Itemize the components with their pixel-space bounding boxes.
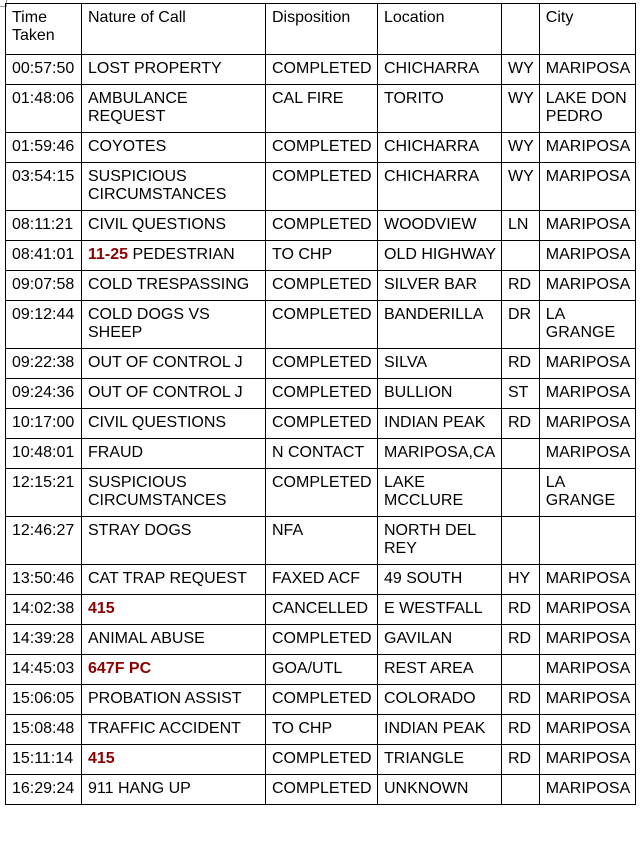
cell-location: REST AREA [378,655,502,685]
cell-location: SILVA [378,349,502,379]
cell-time: 08:11:21 [6,211,82,241]
cell-city: MARIPOSA [539,211,635,241]
cell-disposition: TO CHP [266,715,378,745]
cell-disposition: CANCELLED [266,595,378,625]
cell-city: MARIPOSA [539,745,635,775]
call-nature: PROBATION ASSIST [88,690,242,707]
cell-location: 49 SOUTH [378,565,502,595]
cell-city: MARIPOSA [539,271,635,301]
call-nature: CIVIL QUESTIONS [88,414,227,431]
table-row [6,625,636,655]
header-row [6,4,636,55]
cell-time: 15:11:14 [6,745,82,775]
cell-suffix: WY [502,85,540,133]
cell-time: 09:12:44 [6,301,82,349]
cell-city: MARIPOSA [539,625,635,655]
cell-suffix: LN [502,211,540,241]
cell-nature [82,565,266,595]
call-nature: LOST PROPERTY [88,60,222,77]
cell-time: 14:02:38 [6,595,82,625]
cell-nature [82,133,266,163]
cell-disposition: GOA/UTL [266,655,378,685]
cell-location: UNKNOWN [378,775,502,805]
cell-nature [82,349,266,379]
call-nature: CAT TRAP REQUEST [88,570,247,587]
cell-time: 14:45:03 [6,655,82,685]
cell-city: MARIPOSA [539,655,635,685]
cell-suffix: RD [502,409,540,439]
cell-location: BULLION [378,379,502,409]
cell-city: MARIPOSA [539,349,635,379]
cell-location: CHICHARRA [378,163,502,211]
cell-location: MARIPOSA,CA [378,439,502,469]
cell-nature [82,211,266,241]
cell-disposition: COMPLETED [266,349,378,379]
cell-city: MARIPOSA [539,163,635,211]
table-row [6,685,636,715]
cell-suffix: RD [502,685,540,715]
cell-disposition: COMPLETED [266,55,378,85]
cell-nature [82,517,266,565]
cell-suffix [502,517,540,565]
header-time: Time Taken [6,4,82,55]
cell-suffix: WY [502,55,540,85]
table-row [6,655,636,685]
call-nature: ANIMAL ABUSE [88,630,205,647]
cell-location: LAKE MCCLURE [378,469,502,517]
cell-time: 09:07:58 [6,271,82,301]
call-code: 11-25 [88,246,129,263]
cell-suffix: HY [502,565,540,595]
cell-city: MARIPOSA [539,379,635,409]
cell-location: NORTH DEL REY [378,517,502,565]
table-row [6,715,636,745]
cell-nature [82,469,266,517]
cell-suffix [502,469,540,517]
cell-suffix: RD [502,595,540,625]
cell-nature [82,655,266,685]
cell-suffix [502,439,540,469]
cell-disposition: COMPLETED [266,625,378,655]
cell-time: 08:41:01 [6,241,82,271]
cell-suffix: RD [502,625,540,655]
cell-time: 09:24:36 [6,379,82,409]
call-code: 647F PC [88,660,152,677]
table-row [6,85,636,133]
table-row [6,565,636,595]
call-log-table [5,3,636,805]
cell-nature [82,163,266,211]
header-disposition: Disposition [266,4,378,55]
cell-city [539,517,635,565]
table-row [6,301,636,349]
cell-location: SILVER BAR [378,271,502,301]
cell-disposition: COMPLETED [266,163,378,211]
table-row [6,409,636,439]
cell-nature [82,85,266,133]
cell-suffix: DR [502,301,540,349]
call-nature: OUT OF CONTROL J [88,354,243,371]
cell-location: BANDERILLA [378,301,502,349]
header-city: City [539,4,635,55]
cell-disposition: COMPLETED [266,301,378,349]
table-row [6,439,636,469]
cell-city: MARIPOSA [539,133,635,163]
table-row [6,745,636,775]
header-suffix [502,4,540,55]
cell-suffix [502,241,540,271]
cell-city: MARIPOSA [539,595,635,625]
cell-city: LAKE DON PEDRO [539,85,635,133]
cell-nature [82,301,266,349]
cell-suffix: RD [502,271,540,301]
table-row [6,379,636,409]
cell-nature [82,241,266,271]
cell-location: CHICHARRA [378,133,502,163]
cell-suffix [502,775,540,805]
call-nature: STRAY DOGS [88,522,192,539]
cell-time: 12:15:21 [6,469,82,517]
cell-suffix: RD [502,745,540,775]
cell-disposition: COMPLETED [266,745,378,775]
table-row [6,133,636,163]
cell-suffix: ST [502,379,540,409]
call-nature: COLD TRESPASSING [88,276,250,293]
cell-time: 10:17:00 [6,409,82,439]
cell-nature [82,625,266,655]
call-nature: FRAUD [88,444,144,461]
cell-disposition: CAL FIRE [266,85,378,133]
header-location: Location [378,4,502,55]
call-nature: TRAFFIC ACCIDENT [88,720,241,737]
call-nature: COYOTES [88,138,167,155]
call-code: 415 [88,600,115,617]
cell-disposition: COMPLETED [266,271,378,301]
call-nature: OUT OF CONTROL J [88,384,243,401]
cell-city: MARIPOSA [539,775,635,805]
call-nature: COLD DOGS VS SHEEP [88,306,210,341]
cell-location: CHICHARRA [378,55,502,85]
call-nature: SUSPICIOUS CIRCUMSTANCES [88,168,227,203]
table-row [6,271,636,301]
cell-location: GAVILAN [378,625,502,655]
cell-location: OLD HIGHWAY [378,241,502,271]
cell-city: LA GRANGE [539,469,635,517]
cell-suffix [502,655,540,685]
cell-nature [82,409,266,439]
table-row [6,211,636,241]
cell-nature [82,775,266,805]
cell-nature [82,745,266,775]
cell-disposition: NFA [266,517,378,565]
cell-disposition: TO CHP [266,241,378,271]
cell-disposition: COMPLETED [266,409,378,439]
cell-time: 15:06:05 [6,685,82,715]
cell-city: LA GRANGE [539,301,635,349]
table-row [6,55,636,85]
cell-location: INDIAN PEAK [378,715,502,745]
cell-location: TRIANGLE [378,745,502,775]
cell-location: WOODVIEW [378,211,502,241]
table-row [6,469,636,517]
cell-suffix: RD [502,349,540,379]
cell-location: E WESTFALL [378,595,502,625]
cell-location: TORITO [378,85,502,133]
table-row [6,775,636,805]
cell-suffix: WY [502,133,540,163]
cell-nature [82,685,266,715]
cell-nature [82,55,266,85]
cell-time: 16:29:24 [6,775,82,805]
cell-time: 15:08:48 [6,715,82,745]
cell-disposition: COMPLETED [266,685,378,715]
table-row [6,163,636,211]
cell-suffix: RD [502,715,540,745]
cell-time: 10:48:01 [6,439,82,469]
cell-time: 00:57:50 [6,55,82,85]
call-code: 415 [88,750,115,767]
cell-disposition: COMPLETED [266,211,378,241]
cell-city: MARIPOSA [539,55,635,85]
cell-disposition: COMPLETED [266,133,378,163]
table-row [6,241,636,271]
cell-disposition: N CONTACT [266,439,378,469]
cell-time: 01:59:46 [6,133,82,163]
cell-city: MARIPOSA [539,685,635,715]
cell-location: INDIAN PEAK [378,409,502,439]
cell-time: 12:46:27 [6,517,82,565]
table-row [6,517,636,565]
cell-time: 09:22:38 [6,349,82,379]
cell-nature [82,715,266,745]
cell-nature [82,595,266,625]
cell-nature [82,439,266,469]
cell-time: 14:39:28 [6,625,82,655]
table-row [6,349,636,379]
call-nature: CIVIL QUESTIONS [88,216,227,233]
cell-city: MARIPOSA [539,439,635,469]
call-nature: SUSPICIOUS CIRCUMSTANCES [88,474,227,509]
cell-time: 03:54:15 [6,163,82,211]
cell-location: COLORADO [378,685,502,715]
cell-nature [82,271,266,301]
cell-disposition: COMPLETED [266,379,378,409]
cell-nature [82,379,266,409]
cell-city: MARIPOSA [539,565,635,595]
call-nature: PEDESTRIAN [128,246,235,263]
header-nature: Nature of Call [82,4,266,55]
call-nature: 911 HANG UP [88,780,191,797]
cell-city: MARIPOSA [539,715,635,745]
cell-city: MARIPOSA [539,241,635,271]
cell-disposition: COMPLETED [266,775,378,805]
cell-time: 01:48:06 [6,85,82,133]
cell-disposition: FAXED ACF [266,565,378,595]
cell-city: MARIPOSA [539,409,635,439]
call-nature: AMBULANCE REQUEST [88,90,188,125]
cell-time: 13:50:46 [6,565,82,595]
cell-suffix: WY [502,163,540,211]
cell-disposition: COMPLETED [266,469,378,517]
table-row [6,595,636,625]
